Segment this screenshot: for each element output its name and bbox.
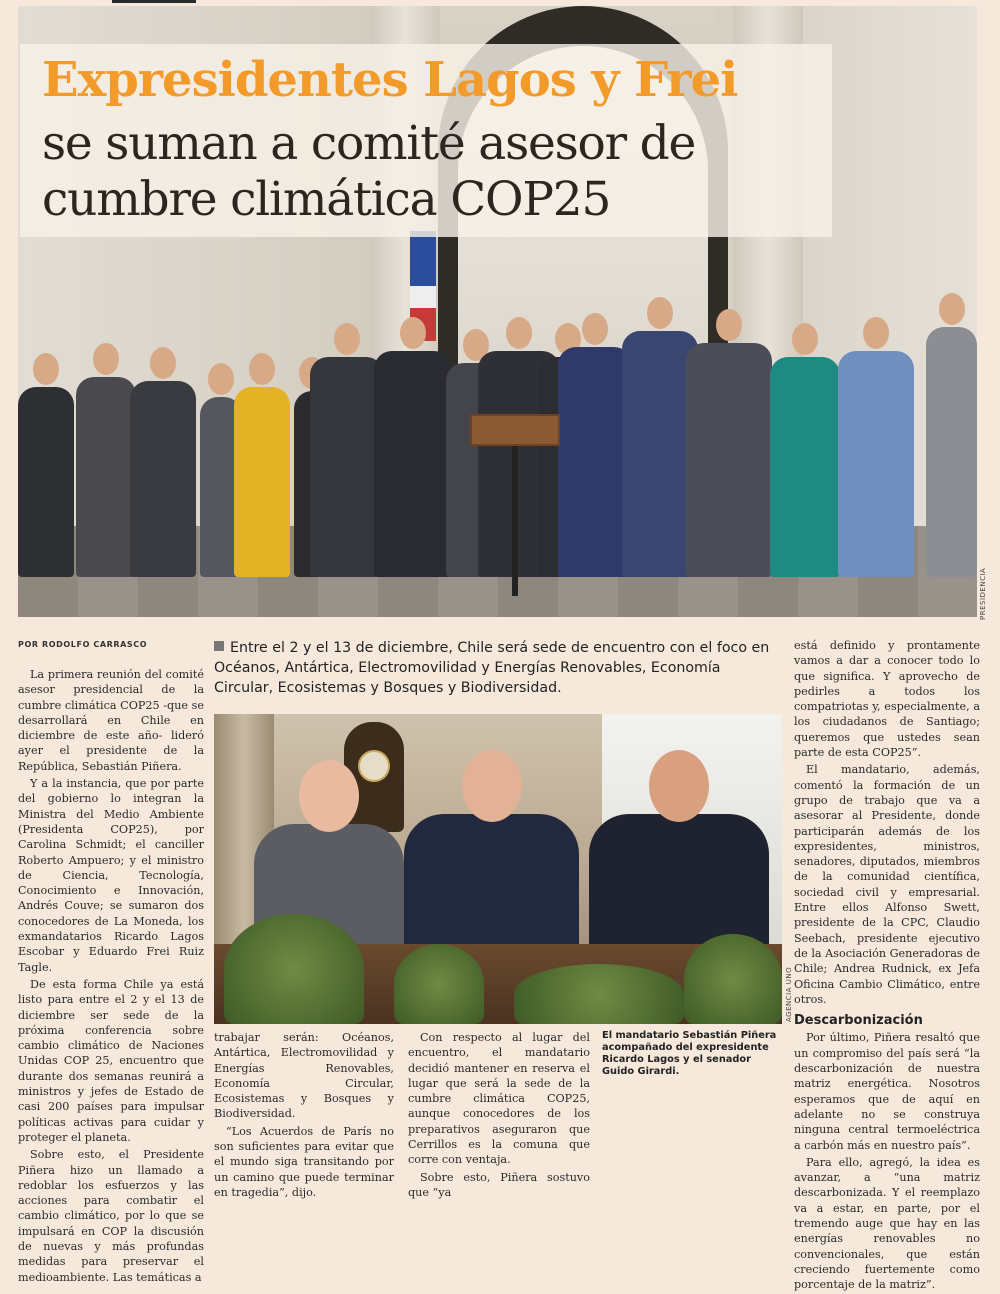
paragraph: Y a la instancia, que por parte del gobierno lo integran la Ministra del Medio Ambiente (Presidenta COP25), por Carolina Schmidt; el canciller Roberto Ampuero; y el ministro de Ciencia, Tecnología, Conocimiento e Innovación, Andrés Couve; se sumaron dos conocedores de La Moneda, los exmandatarios Ricardo Lagos Escobar y Eduardo Frei Ruiz Tagle. bbox=[18, 777, 204, 974]
article-column-4 bbox=[794, 638, 980, 1294]
photo-plant bbox=[514, 964, 684, 1024]
photo-person bbox=[770, 357, 840, 577]
summary-lede bbox=[214, 638, 784, 698]
paragraph: está definido y prontamente vamos a dar a conocer todo lo que significa. Y aprovecho de pedirles a todos los compatriotas y, especialmente, a los ciudadanos de Santiago; queremos que ustedes sean parte de esta COP25”. bbox=[794, 639, 980, 760]
podium bbox=[470, 414, 560, 446]
photo-credit-main: PRESIDENCIA bbox=[979, 567, 987, 620]
paragraph: “Los Acuerdos de París no son suficientes para evitar que el mundo siga transitando por un camino que puede terminar en tragedia”, dijo. bbox=[214, 1124, 394, 1199]
article-column-3 bbox=[408, 1030, 590, 1202]
article-column-1 bbox=[18, 667, 204, 1287]
second-photo bbox=[214, 714, 782, 1024]
photo-person bbox=[76, 377, 136, 577]
subheading-descarbonizacion: Descarbonización bbox=[794, 1013, 923, 1029]
photo-person bbox=[234, 387, 290, 577]
paragraph: Con respecto al lugar del encuentro, el mandatario decidió mantener en reserva el lugar que será la sede de la cumbre climática COP25, aunque conocedores de los preparativos aseguraron que Cerrillos es la comuna que corre con ventaja. bbox=[408, 1031, 590, 1167]
summary-text: Entre el 2 y el 13 de diciembre, Chile será sede de encuentro con el foco en Océanos, Antártica, Electromovilidad y Energías Renovables, Economía Circular, Ecosistemas y Bosques y Biodiversidad. bbox=[214, 640, 770, 696]
photo-person-pinera bbox=[404, 814, 579, 964]
photo-credit-second: AGENCIA UNO bbox=[785, 966, 793, 1022]
paragraph: Sobre esto, Piñera sostuvo que “ya bbox=[408, 1170, 590, 1199]
article-column-2 bbox=[214, 1030, 394, 1202]
headline-line-2: se suman a comité asesor de bbox=[42, 116, 696, 171]
photo-person bbox=[310, 357, 384, 577]
paragraph: El mandatario, además, comentó la formación de un grupo de trabajo que va a asesorar al Presidente, donde participarán además de los expresidentes, ministros, senadores, diputados, miembros de la comunidad científica, sociedad civil y empresarial. Entre ellos Alfonso Swett, presidente de la CPC, Claudio Seebach, presidente ejecutivo de la Asociación Generadoras de Chile; Andrea Rudnick, ex Jefa Oficina Cambio Climático, entre otros. bbox=[794, 763, 980, 1006]
byline: POR RODOLFO CARRASCO bbox=[18, 640, 148, 649]
photo-person bbox=[374, 351, 452, 577]
photo-person bbox=[926, 327, 977, 577]
paragraph: De esta forma Chile ya está listo para entre el 2 y el 13 de diciembre ser sede de la próxima conferencia sobre cambio climático de Naciones Unidas COP 25, encuentro que durante dos semanas reunirá a ministros y jefes de Estado de casi 200 países para impulsar políticas activas para cuidar y proteger el planeta. bbox=[18, 977, 204, 1144]
headline-line-3: cumbre climática COP25 bbox=[42, 172, 611, 227]
paragraph: trabajar serán: Océanos, Antártica, Electromovilidad y Energías Renovables, Economía Circular, Ecosistemas y Bosques y Biodiversidad. bbox=[214, 1031, 394, 1121]
paragraph: La primera reunión del comité asesor presidencial de la cumbre climática COP25 -que se desarrollará en Chile en diciembre de este año- lideró ayer el presidente de la República, Sebastián Piñera. bbox=[18, 668, 204, 773]
paragraph: Sobre esto, el Presidente Piñera hizo un llamado a redoblar los esfuerzos y las acciones para combatir el cambio climático, por lo que se impulsará en COP la discusión de nuevas y más profundas medidas para preservar el medioambiente. Las temáticas a bbox=[18, 1148, 204, 1284]
podium-stand bbox=[512, 446, 518, 596]
paragraph: Para ello, agregó, la idea es avanzar, a “una matriz descarbonizada. Y el reemplazo va a estar, en parte, por el tremendo auge que hay en las energías renovables no convencionales, que están creciendo fuertemente como porcentaje de la matriz”. bbox=[794, 1155, 980, 1292]
photo-plant bbox=[224, 914, 364, 1024]
paragraph: Por último, Piñera resaltó que un compromiso del país será “la descarbonización de nuestra matriz energética. Nosotros esperamos que de aquí en adelante no se construya ninguna central termoeléctrica a carbón más en nuestro país”. bbox=[794, 1031, 980, 1152]
photo-person bbox=[18, 387, 74, 577]
photo-person bbox=[686, 343, 772, 577]
top-rule bbox=[112, 0, 196, 3]
photo-plant bbox=[684, 934, 782, 1024]
headline-line-1: Expresidentes Lagos y Frei bbox=[42, 52, 738, 108]
bullet-square-icon bbox=[214, 641, 224, 651]
photo-plant bbox=[394, 944, 484, 1024]
photo-person bbox=[558, 347, 632, 577]
photo-person bbox=[838, 351, 914, 577]
photo-person bbox=[130, 381, 196, 577]
photo-caption: El mandatario Sebastián Piñera acompañado del expresidente Ricardo Lagos y el senador Guido Girardi. bbox=[602, 1030, 777, 1077]
